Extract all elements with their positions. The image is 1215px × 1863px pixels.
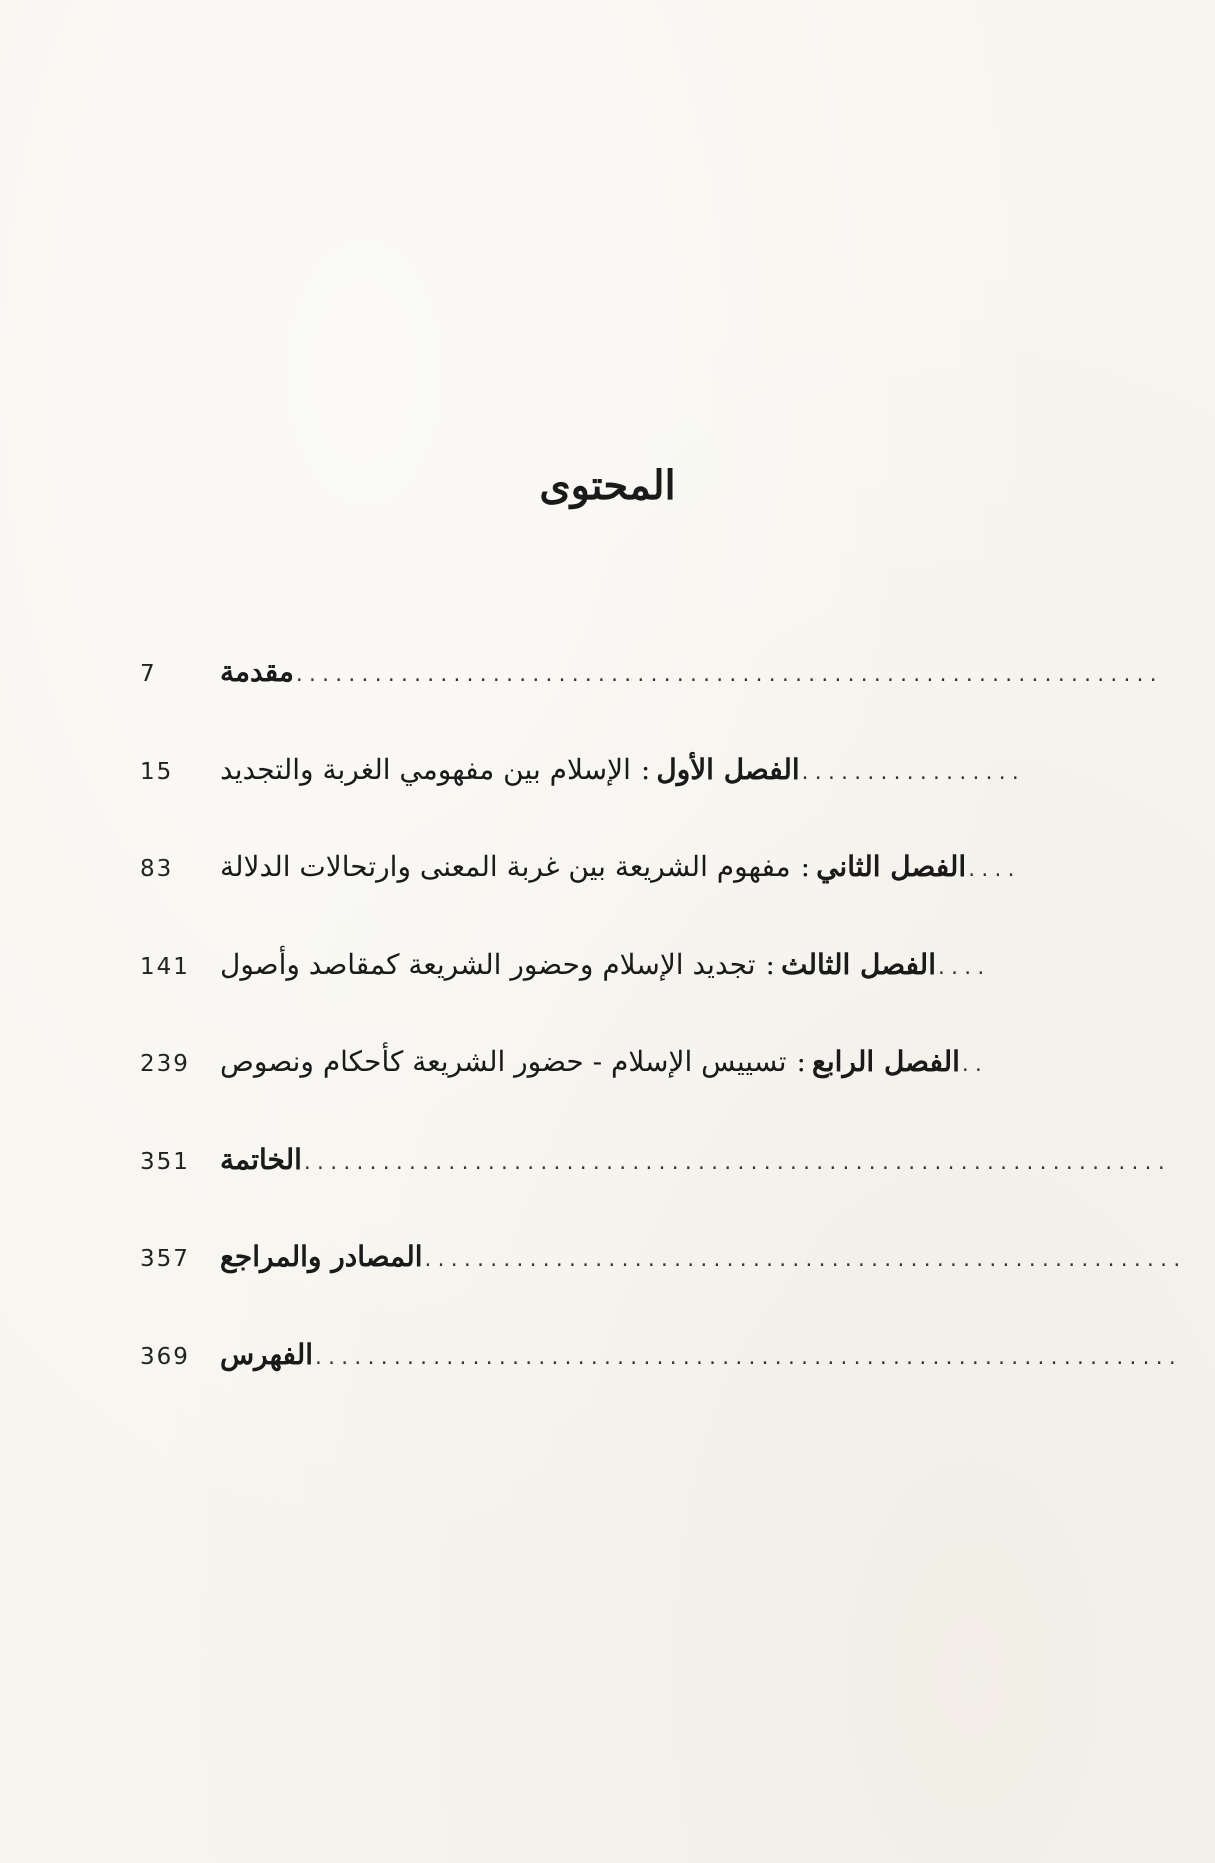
toc-entry	[140, 1142, 1169, 1241]
entry-title: الفصل الرابع:تسييس الإسلام - حضور الشريعة كأحكام ونصوص	[220, 1045, 960, 1078]
entry-label: الفهرس	[220, 1337, 314, 1371]
page-number: 357	[140, 1246, 190, 1272]
entry-title: الفصل الأول:الإسلام بين مفهومي الغربة والتجديد	[220, 752, 800, 786]
toc-entry	[140, 1045, 1090, 1143]
toc-entry	[140, 1240, 1185, 1338]
entry-title	[220, 1143, 302, 1176]
page-number: 83	[140, 856, 174, 882]
page-number: 369	[140, 1343, 190, 1370]
dot-leader: ..................................................................	[293, 665, 1161, 686]
entry-label: الخاتمة	[220, 1142, 302, 1176]
entry-text: تسييس الإسلام - حضور الشريعة كأحكام ونصوص	[220, 1045, 787, 1078]
entry-title	[220, 1338, 313, 1371]
toc-entry	[140, 1337, 1181, 1436]
dot-leader: ....	[936, 957, 989, 979]
entry-title	[220, 1240, 423, 1273]
toc-entry	[140, 850, 1090, 948]
entry-label: مقدمة	[220, 655, 294, 688]
entry-title: الفصل الثاني:مفهوم الشريعة بين غربة المعنى وارتحالات الدلالة	[220, 850, 967, 883]
table-of-contents	[140, 655, 1185, 1435]
page-number: 15	[140, 758, 174, 785]
toc-entry	[140, 753, 1090, 851]
entry-text: تجديد الإسلام وحضور الشريعة كمقاصد وأصول	[220, 947, 756, 981]
entry-text: مفهوم الشريعة بين غربة المعنى وارتحالات الدلالة	[220, 850, 791, 883]
page-number: 7	[140, 661, 157, 687]
entry-title	[220, 655, 294, 688]
page-number: 239	[140, 1051, 190, 1077]
entry-label: المصادر والمراجع	[220, 1240, 423, 1273]
entry-label: الفصل الأول	[656, 752, 800, 786]
dot-leader: .................	[799, 762, 1023, 784]
dot-leader: ..........................................................	[422, 1250, 1185, 1271]
page-number: 351	[140, 1148, 190, 1175]
dot-leader: ..	[959, 1055, 987, 1076]
entry-title: الفصل الثالث:تجديد الإسلام وحضور الشريعة كمقاصد وأصول	[220, 947, 936, 981]
page-title: المحتوى	[539, 462, 676, 509]
dot-leader: ....	[966, 860, 1019, 881]
entry-label: الفصل الرابع	[811, 1045, 960, 1078]
toc-entry	[140, 655, 1161, 753]
entry-label: الفصل الثاني	[816, 850, 967, 883]
toc-entry	[140, 948, 1090, 1046]
dot-leader: ..................................................................	[313, 1347, 1181, 1369]
entry-label: الفصل الثالث	[780, 947, 936, 981]
dot-leader: ..................................................................	[301, 1152, 1169, 1174]
entry-text: الإسلام بين مفهومي الغربة والتجديد	[220, 752, 631, 786]
page-number: 141	[140, 953, 190, 980]
